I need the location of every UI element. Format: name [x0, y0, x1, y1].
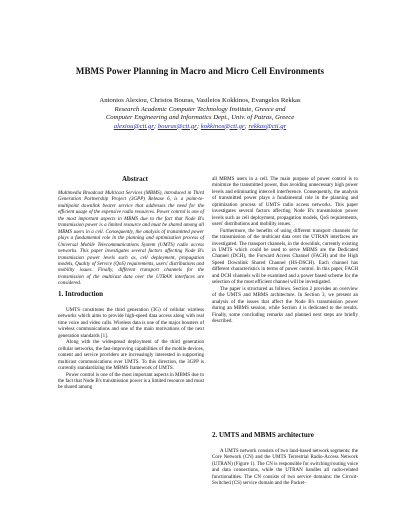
- email-link[interactable]: kokkinos@cti.gr: [200, 122, 245, 130]
- paragraph: UMTS constitutes the third generation (3G) of cellular wireless networks which aims to provide high-speed data access along with real time voice and video calls. Wireless data is one of the major boosters of wireless communications and one of the main motivations of the next generation standards [1].: [58, 307, 204, 339]
- section-1-heading: 1. Introduction: [58, 290, 103, 298]
- email-separator: ;: [153, 122, 158, 130]
- abstract-paragraph: Multimedia Broadcast Multicast Services (MBMS), introduced in Third Generation Partnership Project (3GPP) Release 6, is a point-to-multipoint downlink bearer service that addresses the need for the efficient usage of the expensive radio resources. Power control is one of the most important aspects in MBMS due to the fact that Node B's transmission power is a limited resource and must be shared among all MBMS users in a cell. Consequently, the analysis of transmitted power plays a fundamental role in the planning and optimization process of Universal Mobile Telecommunications System (UMTS) radio access networks. This paper investigates several factors affecting Node B's transmission power levels such as, cell deployment, propagation models, Quality of Service (QoS) requirements, users' distributions and mobility issues. Finally, different transport channels for the transmission of the multicast data over the UTRAN interfaces are considered.: [58, 190, 204, 287]
- author-names: Antonios Alexiou, Christos Bouras, Vasileios Kokkinos, Evangelos Rekkas: [99, 97, 301, 104]
- email-link[interactable]: rekkas@cti.gr: [248, 122, 287, 130]
- paragraph: Along with the widespread deployment of the third generation cellular networks, the fast-improving capabilities of the mobile devices, content and service providers are increasingly interested in supporting multicast communications over UMTS. To this direction, the 3GPP is currently standardizing the MBMS framework of UMTS.: [58, 339, 204, 372]
- abstract-heading: Abstract: [121, 175, 149, 183]
- email-separator: ;: [196, 122, 201, 130]
- author-block: [0, 97, 400, 131]
- author-emails: [0, 123, 400, 132]
- section-2-heading: 2. UMTS and MBMS architecture: [212, 431, 314, 439]
- paragraph: The paper is structured as follows. Section 2 provides an overview of the UMTS and MBMS architecture. In Section 3, we present an analysis of the issues that affect the Node B's transmission power during an MBMS session, while Section 4 is dedicated to the results. Finally, some concluding remarks and planned next steps are briefly described.: [212, 285, 358, 324]
- section-1-body: [58, 307, 204, 391]
- paper-title: MBMS Power Planning in Macro and Micro Cell Environments: [75, 66, 325, 76]
- paragraph: all MBMS users in a cell. The main purpose of power control is to minimize the transmitted power, thus avoiding unnecessary high power levels and eliminating intercell interference. Consequently, the analysis of transmitted power plays a fundamental role in the planning and optimization process of UMTS radio access networks. This paper investigates several factors affecting Node B's transmission power levels such as cell deployment, propagation models, QoS requirements, users' distributions and mobility issues.: [212, 176, 358, 228]
- paragraph: A UMTS network consists of two land-based network segments: the Core Network (CN) and the UMTS Terrestrial Radio-Access Network (UTRAN) (Figure 1). The CN is responsible for switching/routing voice and data connections, while the UTRAN handles all radio-related functionalities. The CN consists of two service domains: the Circuit-Switched (CS) service domain and the Packet-: [212, 448, 358, 487]
- abstract-text: [58, 190, 204, 287]
- email-link[interactable]: bouras@cti.gr: [157, 122, 197, 130]
- right-column-body: [212, 176, 358, 324]
- affiliation-1: Research Academic Computer Technology Institute, Greece and: [114, 105, 286, 113]
- paragraph: Furthermore, the benefits of using different transport channels for the transmission of the multicast data over the UTRAN interfaces are investigated. The transport channels, in the downlink, currently existing in UMTS which could be used to serve MBMS are the Dedicated Channel (DCH), the Forward Access Channel (FACH) and the High Speed Downlink Shared Channel (HS-DSCH). Each channel has different characteristics in terms of power control. In this paper, FACH and DCH channels will be examined and a power based scheme for the selection of the most efficient channel will be investigated.: [212, 227, 358, 286]
- email-link[interactable]: alexiou@cti.gr: [113, 122, 154, 130]
- paragraph: Power control is one of the most important aspects in MBMS due to the fact that Node B's transmission power is a limited resource and must be shared among: [58, 371, 204, 391]
- section-2-body: [212, 448, 358, 487]
- email-separator: ;: [244, 122, 249, 130]
- affiliation-2: Computer Engineering and Informatics Dept., Univ. of Patras, Greece: [105, 114, 295, 121]
